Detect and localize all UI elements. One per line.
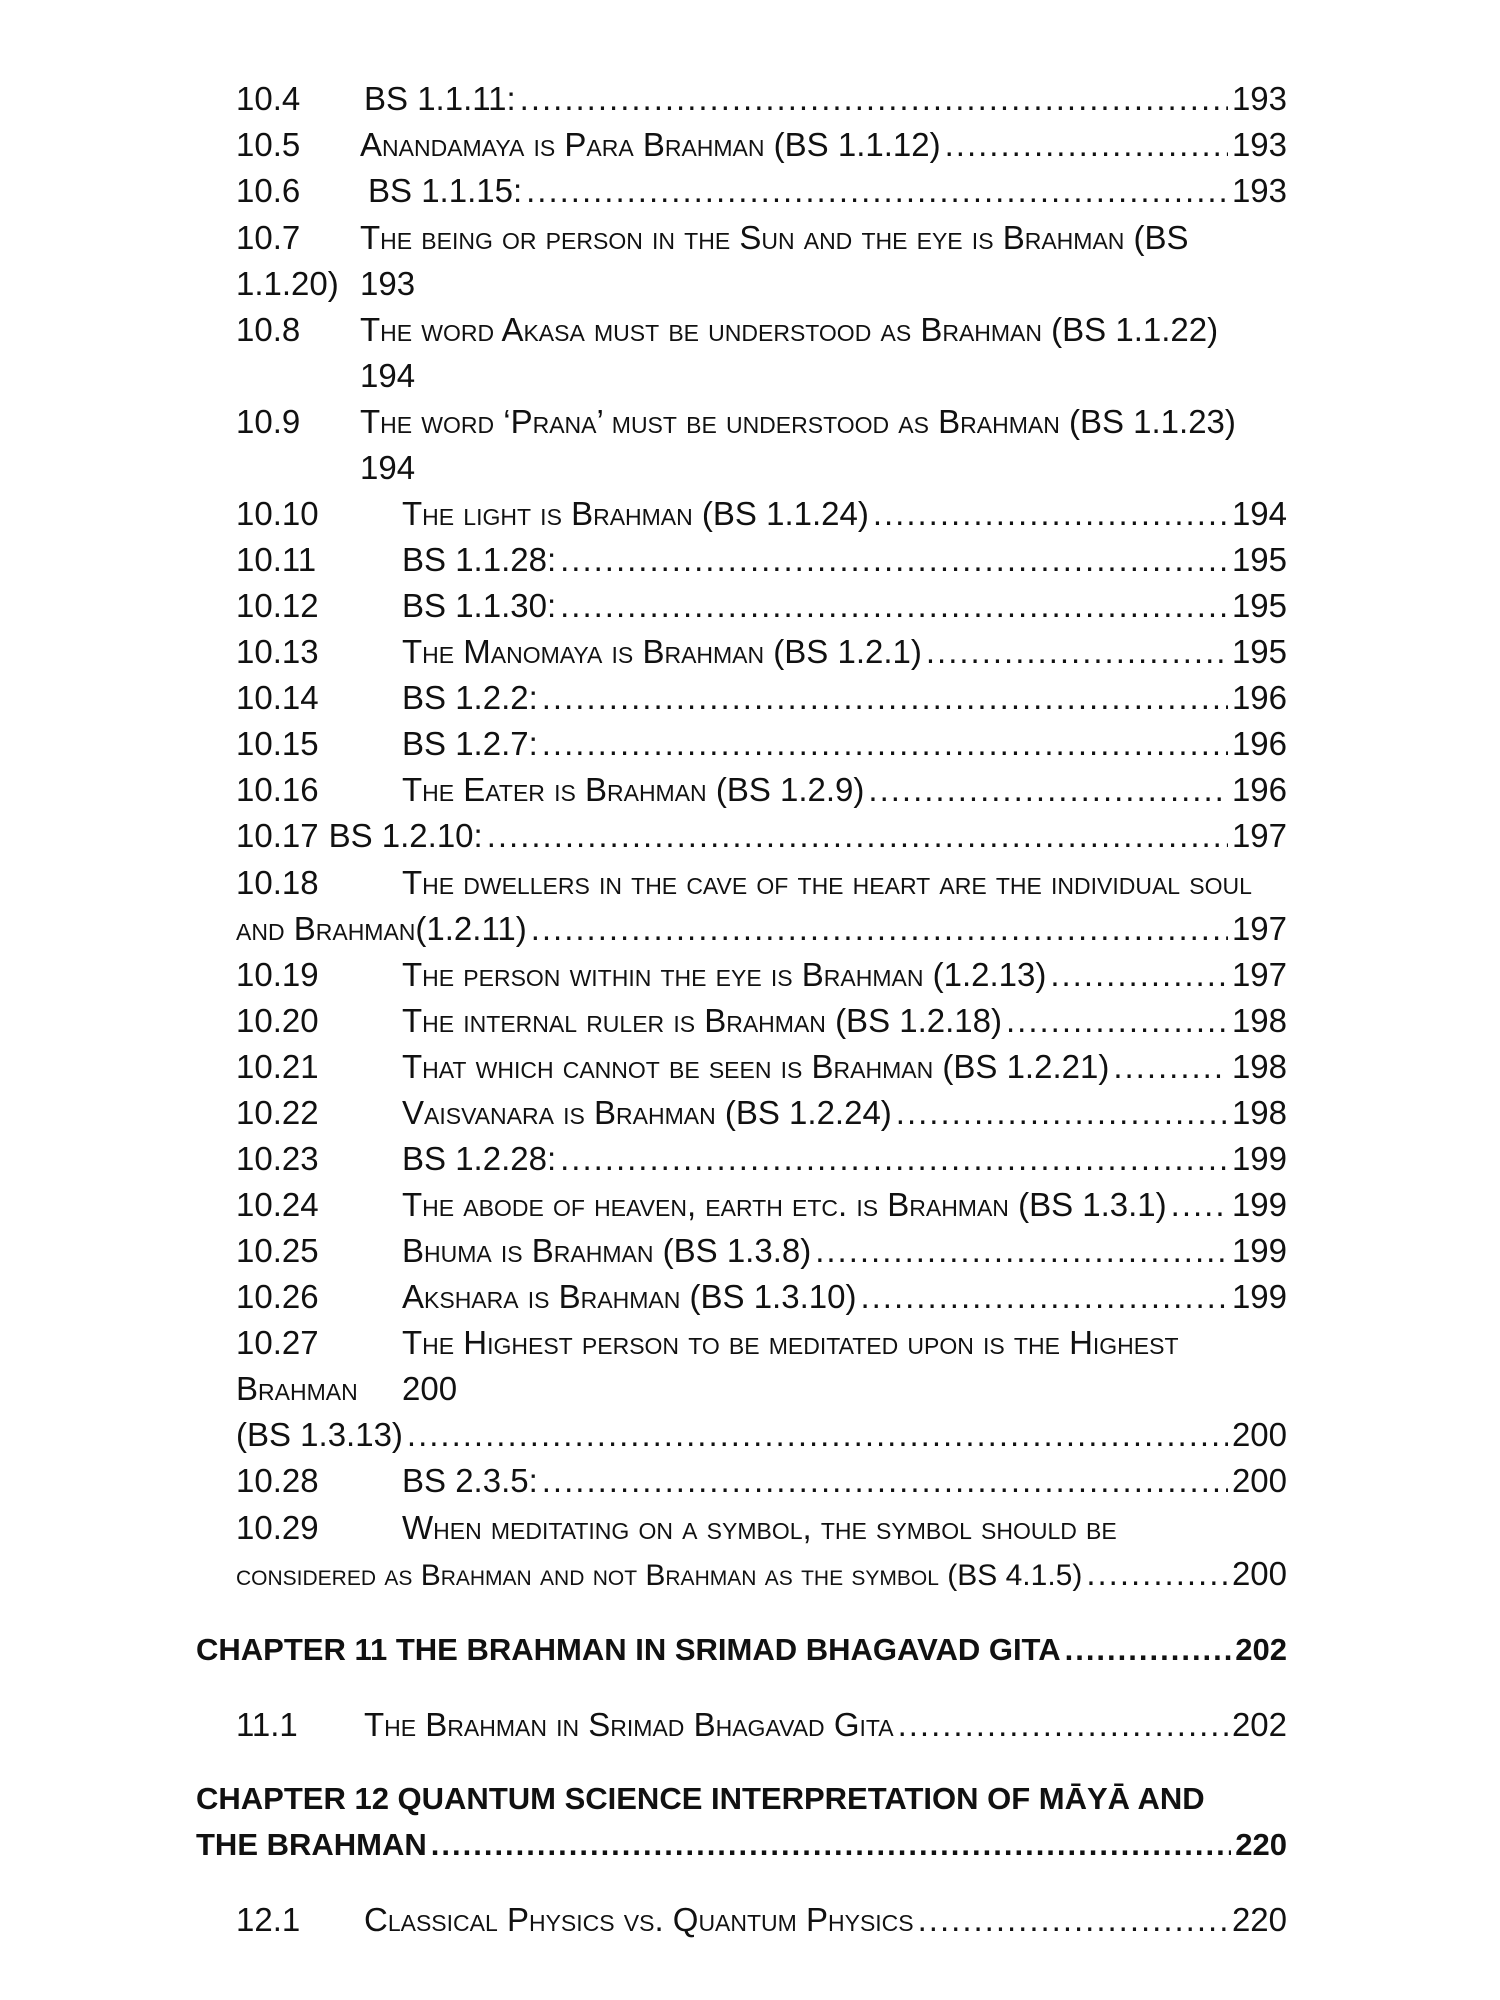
entry-title: The Eater is Brahman (BS 1.2.9) [402,771,865,808]
entry-ref-continuation: 1.1.20) [236,265,339,302]
entry-page: 195 [1231,633,1287,670]
dot-leader [487,813,1228,859]
toc-entry[interactable] [236,215,1287,261]
entry-page: 198 [1231,1002,1287,1039]
entry-number: 10.25 [236,1232,319,1269]
entry-number: 10.14 [236,679,319,716]
dot-leader [1065,1627,1232,1673]
toc-entry[interactable] [236,1897,1287,1943]
entry-title-continuation: considered as Brahman and not Brahman as the symbol (BS 4.1.5) [236,1559,1083,1592]
chapter-heading[interactable] [196,1627,1287,1673]
dot-leader [542,675,1228,721]
entry-page: 196 [1231,725,1287,762]
entry-number: 10.11 [236,541,317,578]
toc-entry[interactable] [236,122,1287,168]
entry-number: 10.4 [236,80,301,117]
entry-page: 195 [1231,541,1287,578]
entry-title: Bhuma is Brahman (BS 1.3.8) [402,1232,812,1269]
toc-entry-continuation [236,445,1287,491]
toc-entry[interactable] [236,399,1287,445]
dot-leader [1113,1044,1228,1090]
toc-entry[interactable] [236,1458,1287,1504]
toc-entry[interactable] [236,307,1287,353]
dot-leader [860,1274,1228,1320]
entry-number: 10.20 [236,1002,319,1039]
dot-leader [520,76,1228,122]
entry-title: The dwellers in the cave of the heart are the individual soul [402,864,1252,901]
entry-number: 10.28 [236,1462,319,1499]
dot-leader [407,1412,1228,1458]
toc-entry-continuation [236,1412,1287,1458]
entry-page: 196 [1231,679,1287,716]
dot-leader [526,168,1228,214]
dot-leader [560,537,1228,583]
toc-entry-continuation [236,1366,1287,1412]
chapter-title: CHAPTER 11 THE BRAHMAN IN SRIMAD BHAGAVAD GITA [196,1632,1061,1667]
entry-title: BS 1.1.15: [368,172,523,209]
toc-entry[interactable] [236,952,1287,998]
toc-entry[interactable] [236,537,1287,583]
toc-entry[interactable] [236,1136,1287,1182]
dot-leader [431,1822,1232,1868]
entry-title: Vaisvanara is Brahman (BS 1.2.24) [402,1094,892,1131]
chapter-page: 220 [1235,1827,1287,1862]
toc-entry-continuation [236,261,1287,307]
toc-entry[interactable] [236,1228,1287,1274]
toc-entry[interactable] [236,813,1287,859]
entry-title: BS 1.1.30: [402,587,557,624]
dot-leader [560,1136,1228,1182]
dot-leader [926,629,1228,675]
entry-title: BS 1.2.28: [402,1140,557,1177]
entry-title-continuation: Brahman [236,1370,358,1407]
entry-number: 10.12 [236,587,319,624]
entry-title: The abode of heaven, earth etc. is Brahman (BS 1.3.1) [402,1186,1167,1223]
dot-leader [1050,952,1228,998]
toc-entry[interactable] [236,491,1287,537]
entry-page: 198 [1231,1094,1287,1131]
toc-entry[interactable] [236,1182,1287,1228]
entry-page: 197 [1231,817,1287,854]
toc-entry[interactable] [236,675,1287,721]
toc-entry[interactable] [236,998,1287,1044]
entry-page: 199 [1231,1232,1287,1269]
entry-page: 194 [360,449,416,486]
entry-title: Anandamaya is Para Brahman (BS 1.1.12) [360,126,941,163]
entry-number: 10.5 [236,126,301,163]
entry-title-continuation: and Brahman(1.2.11) [236,910,527,947]
entry-page: 199 [1231,1140,1287,1177]
entry-title: The word Akasa must be understood as Brahman (BS 1.1.22) [360,311,1219,348]
dot-leader [918,1897,1228,1943]
entry-page: 199 [1231,1186,1287,1223]
chapter-title: CHAPTER 12 QUANTUM SCIENCE INTERPRETATION OF MĀYĀ AND [196,1781,1205,1816]
entry-number: 10.17 [236,817,319,854]
entry-number: 10.9 [236,403,301,440]
entry-number: 10.24 [236,1186,319,1223]
entry-number: 10.19 [236,956,319,993]
entry-number: 10.22 [236,1094,319,1131]
toc-entry[interactable] [236,1702,1287,1748]
chapter-page: 202 [1235,1632,1287,1667]
toc-entry[interactable] [236,767,1287,813]
entry-title: Akshara is Brahman (BS 1.3.10) [402,1278,857,1315]
dot-leader [542,1458,1228,1504]
entry-page: 196 [1231,771,1287,808]
entry-number: 10.6 [236,172,301,209]
entry-title: The Highest person to be meditated upon is the Highest [402,1324,1179,1361]
dot-leader [531,906,1228,952]
entry-page: 197 [1231,956,1287,993]
entry-number: 10.18 [236,864,319,901]
entry-number: 10.13 [236,633,319,670]
entry-page: 193 [1231,126,1287,163]
entry-number: 10.7 [236,219,301,256]
dot-leader [815,1228,1228,1274]
toc-entry[interactable] [236,1044,1287,1090]
entry-title: BS 1.1.11: [364,80,516,117]
toc-entry[interactable] [236,1320,1287,1366]
entry-title: That which cannot be seen is Brahman (BS 1.2.21) [402,1048,1110,1085]
entry-page: 195 [1231,587,1287,624]
entry-number: 10.23 [236,1140,319,1177]
entry-number: 10.10 [236,495,319,532]
dot-leader [898,1702,1228,1748]
toc-entry[interactable] [236,168,1287,214]
entry-title: BS 1.2.7: [402,725,538,762]
dot-leader [945,122,1228,168]
toc-entry[interactable] [236,1505,1287,1551]
entry-page: 193 [360,265,416,302]
entry-page: 220 [1231,1901,1287,1938]
entry-page: 202 [1231,1706,1287,1743]
dot-leader [542,721,1228,767]
toc-entry-continuation [236,1551,1287,1597]
toc-entry[interactable] [236,860,1287,906]
entry-page: 198 [1231,1048,1287,1085]
entry-page: 200 [1231,1555,1287,1592]
entry-page: 199 [1231,1278,1287,1315]
entry-number: 10.26 [236,1278,319,1315]
entry-title: When meditating on a symbol, the symbol should be [402,1509,1117,1546]
toc-entry[interactable] [236,629,1287,675]
dot-leader [1086,1551,1228,1597]
entry-page: 194 [1231,495,1287,532]
entry-title: The internal ruler is Brahman (BS 1.2.18) [402,1002,1002,1039]
dot-leader [868,767,1228,813]
entry-title: BS 1.2.2: [402,679,538,716]
entry-number: 10.15 [236,725,319,762]
entry-page: 197 [1231,910,1287,947]
dot-leader [560,583,1228,629]
toc-entry-continuation [236,906,1287,952]
toc-entry-continuation [236,353,1287,399]
entry-title: The word ‘Prana’ must be understood as Brahman (BS 1.1.23) [360,403,1236,440]
dot-leader [896,1090,1228,1136]
entry-title: BS 2.3.5: [402,1462,538,1499]
entry-page: 200 [402,1370,458,1407]
toc-entry[interactable] [236,1274,1287,1320]
entry-number: 10.8 [236,311,301,348]
entry-title: BS 1.2.10: [328,817,483,854]
entry-page: 200 [1231,1462,1287,1499]
toc-entry[interactable] [236,583,1287,629]
toc-entry[interactable] [236,76,1287,122]
entry-number: 11.1 [236,1706,298,1743]
entry-title: Classical Physics vs. Quantum Physics [364,1901,914,1938]
dot-leader [1171,1182,1228,1228]
entry-title: BS 1.1.28: [402,541,557,578]
entry-title: The being or person in the Sun and the eye is Brahman (BS [360,219,1189,256]
entry-number: 10.27 [236,1324,319,1361]
entry-number: 12.1 [236,1901,301,1938]
dot-leader [873,491,1228,537]
toc-entry[interactable] [236,1090,1287,1136]
entry-number: 10.29 [236,1509,319,1546]
entry-page: 193 [1231,172,1287,209]
entry-title: The Manomaya is Brahman (BS 1.2.1) [402,633,922,670]
toc-entry[interactable] [236,721,1287,767]
entry-title: The Brahman in Srimad Bhagavad Gita [364,1706,894,1743]
dot-leader [1006,998,1228,1044]
entry-page: 193 [1231,80,1287,117]
entry-number: 10.21 [236,1048,319,1085]
entry-ref-continuation: (BS 1.3.13) [236,1416,403,1453]
entry-title: The light is Brahman (BS 1.1.24) [402,495,869,532]
chapter-heading-continuation[interactable] [196,1822,1287,1868]
entry-page: 194 [360,357,416,394]
entry-number: 10.16 [236,771,319,808]
entry-page: 200 [1231,1416,1287,1453]
chapter-heading[interactable] [196,1776,1287,1822]
chapter-title-continuation: THE BRAHMAN [196,1827,427,1862]
entry-title: The person within the eye is Brahman (1.2.13) [402,956,1047,993]
